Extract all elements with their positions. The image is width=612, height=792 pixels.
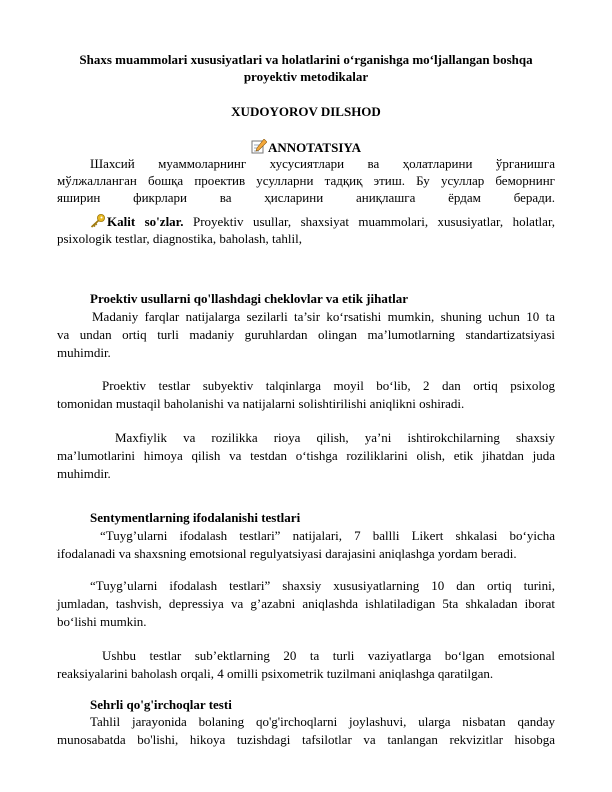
- section-heading-limitations: Proektiv usullarni qo'llashdagi cheklovlar va etik jihatlar: [90, 291, 409, 306]
- keywords-label: Kalit so'zlar.: [107, 214, 184, 229]
- section2-p2-line-1: “Tuyg’ularni ifodalash testlari” shaxsiy xususiyatlarning 10 dan ortiq turini,: [90, 578, 555, 593]
- section3-p1-line-1: Tahlil jarayonida bolaning qo'g'irchoqlarni joylashuvi, ularga nisbatan qanday: [90, 714, 555, 729]
- section1-p1-line-1: Madaniy farqlar natijalarga sezilarli ta’sir ko‘rsatishi mumkin, shuning uchun 10 ta: [92, 309, 555, 324]
- section1-p3-line-3: muhimdir.: [57, 466, 111, 481]
- title-line-1: Shaxs muammolari xususiyatlari va holatlarini o‘rganishga mo‘ljallangan boshqa: [79, 52, 533, 67]
- section2-p3-line-2: reaksiyalarini baholash orqali, 4 omilli psixometrik tuzilmani aniqlashga qaratilgan.: [57, 666, 494, 681]
- key-icon: [90, 214, 106, 232]
- author-name: XUDOYOROV DILSHOD: [231, 104, 381, 119]
- section2-p1-line-1: “Tuyg’ularni ifodalash testlari” natijalari, 7 ballli Likert shkalasi bo‘yicha: [100, 528, 555, 543]
- keywords-line-2: psixologik testlar, diagnostika, baholash, tahlil,: [57, 231, 303, 246]
- keywords-text: Proyektiv usullar, shaxsiyat muammolari, xususiyatlar, holatlar,: [183, 214, 555, 229]
- section1-p3-line-2: ma’lumotlarini himoya qilish va testdan o‘tishga roziliklarini olish, etik jihatdan juda: [57, 448, 555, 463]
- section2-p1-line-2: ifodalanadi va shaxsning emotsional regulyatsiyasi darajasini aniqlashga yordam beradi.: [57, 546, 517, 561]
- section1-p2-line-1: Proektiv testlar subyektiv talqinlarga moyil bo‘lib, 2 dan ortiq psixolog: [102, 378, 555, 393]
- section-heading-sentiments: Sentymentlarning ifodalanishi testlari: [90, 510, 301, 525]
- keywords-line-1: [90, 214, 555, 232]
- annotation-heading: ANNOTATSIYA: [268, 140, 361, 155]
- section1-p1-line-2: va undan ortiq turli madaniy guruhlardan olingan ma’lumotlarning standartizatsiyasi: [57, 327, 555, 342]
- annotation-line-2: мўлжалланган бошқа проектив усулларни тадқиқ этиш. Бу усуллар беморнинг: [57, 173, 555, 188]
- section1-p2-line-2: tomonidan mustaqil baholanishi va natijalarni solishtirilishi aniqlikni oshiradi.: [57, 396, 465, 411]
- annotation-line-3: яширин фикрлари ва ҳисларини аниқлашга ёрдам беради.: [57, 190, 555, 205]
- section3-p1-line-2: munosabatda bo'lishi, hikoya tuzishdagi tafsilotlar va tanlangan rekvizitlar hisobga: [57, 732, 555, 747]
- section1-p3-line-1: Maxfiylik va rozilikka rioya qilish, ya’ni ishtirokchilarning shaxsiy: [115, 430, 555, 445]
- title-line-2: proyektiv metodikalar: [243, 69, 369, 84]
- section2-p3-line-1: Ushbu testlar sub’ektlarning 20 ta turli vaziyatlarga bo‘lgan emotsional: [102, 648, 555, 663]
- section-heading-magic-dolls: Sehrli qo'g'irchoqlar testi: [90, 697, 232, 712]
- annotation-line-1: Шахсий муаммоларнинг хусусиятлари ва ҳолатларини ўрганишга: [90, 156, 555, 171]
- section2-p2-line-2: jumladan, tashvish, depressiya va g’azabni aniqlashda ishlatiladigan 5ta shkaladan iborat: [57, 596, 555, 611]
- section2-p2-line-3: bo‘lishi mumkin.: [57, 614, 147, 629]
- section1-p1-line-3: muhimdir.: [57, 345, 111, 360]
